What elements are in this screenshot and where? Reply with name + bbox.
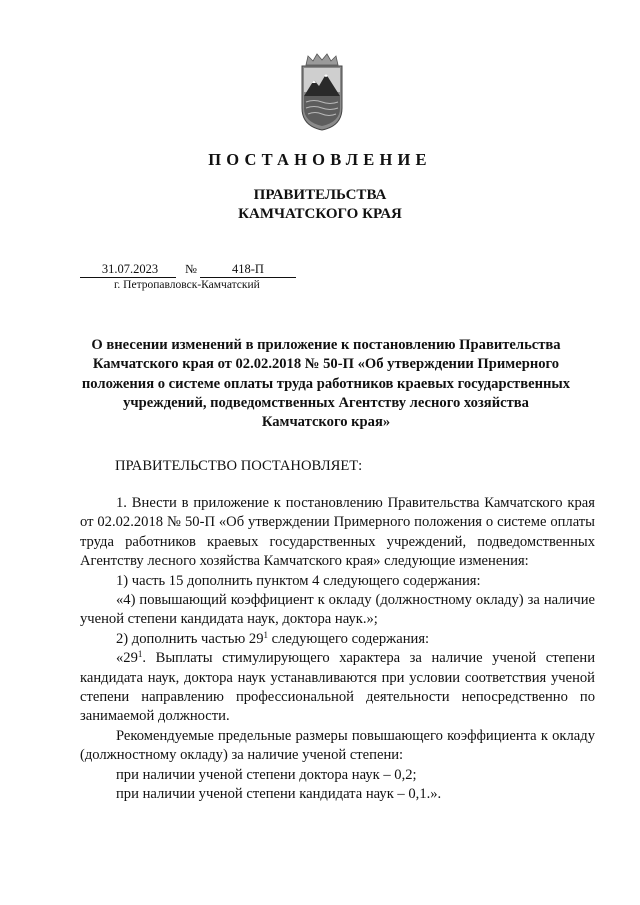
registration-city: г. Петропавловск-Камчатский	[114, 279, 260, 291]
paragraph-text: 2) дополнить частью 29	[116, 630, 264, 647]
document-type-title: ПОСТАНОВЛЕНИЕ	[208, 150, 432, 169]
heading-line: Камчатского края»	[261, 414, 391, 431]
paragraph: Рекомендуемые предельные размеры повышающего коэффициента к окладу (должностному окладу) за наличие ученой степени:	[80, 727, 595, 764]
registration-number: 418-П	[200, 262, 296, 278]
heading-line: О внесении изменений в приложение к постановлению Правительства	[91, 337, 561, 353]
issuer-line: КАМЧАТСКОГО КРАЯ	[238, 206, 402, 222]
heading-line: учреждений, подведомственных Агентству лесного хозяйства	[123, 394, 529, 411]
paragraph	[80, 649, 595, 727]
superscript: 1	[137, 649, 143, 660]
registration-line	[80, 262, 296, 278]
paragraph-text: . Выплаты стимулирующего характера за наличие ученой степени кандидата наук, доктора наук устанавливаются при условии соответствия ученой степени направлению профессиональной деятельности непосредственно по занимаемой должности.	[80, 650, 595, 725]
heading-line: положения о системе оплаты труда работников краевых государственных	[81, 375, 571, 392]
paragraph	[80, 630, 595, 649]
paragraph-text: следующего содержания:	[268, 630, 430, 647]
heading-line: Камчатского края от 02.02.2018 № 50-П «Об утверждении Примерного	[92, 356, 560, 373]
registration-date: 31.07.2023	[80, 262, 176, 278]
paragraph: 1. Внести в приложение к постановлению Правительства Камчатского края от 02.02.2018 № 50-П «Об утверждении Примерного положения о системе оплаты труда работников краевых государственных учреждений, подведомственных Агентству лесного хозяйства Камчатского края» следующие изменения:	[80, 495, 595, 570]
superscript: 1	[263, 629, 268, 640]
issuer-block	[0, 186, 640, 224]
resolves-statement: ПРАВИТЕЛЬСТВО ПОСТАНОВЛЯЕТ:	[115, 458, 363, 474]
number-sign: №	[185, 262, 197, 276]
issuer-line: ПРАВИТЕЛЬСТВА	[253, 187, 387, 203]
paragraph: 1) часть 15 дополнить пунктом 4 следующего содержания:	[116, 572, 481, 589]
paragraph: при наличии ученой степени кандидата наук – 0,1.».	[116, 786, 442, 803]
paragraph-text: «29	[116, 650, 138, 667]
registration-block	[80, 262, 296, 293]
paragraph: при наличии ученой степени доктора наук – 0,2;	[116, 766, 417, 783]
resolution-heading	[80, 336, 572, 432]
resolution-body	[80, 494, 595, 805]
kamchatka-coat-of-arms-icon	[300, 52, 344, 132]
paragraph: «4) повышающий коэффициент к окладу (должностному окладу) за наличие ученой степени кандидата наук, доктора наук.»;	[80, 592, 595, 628]
